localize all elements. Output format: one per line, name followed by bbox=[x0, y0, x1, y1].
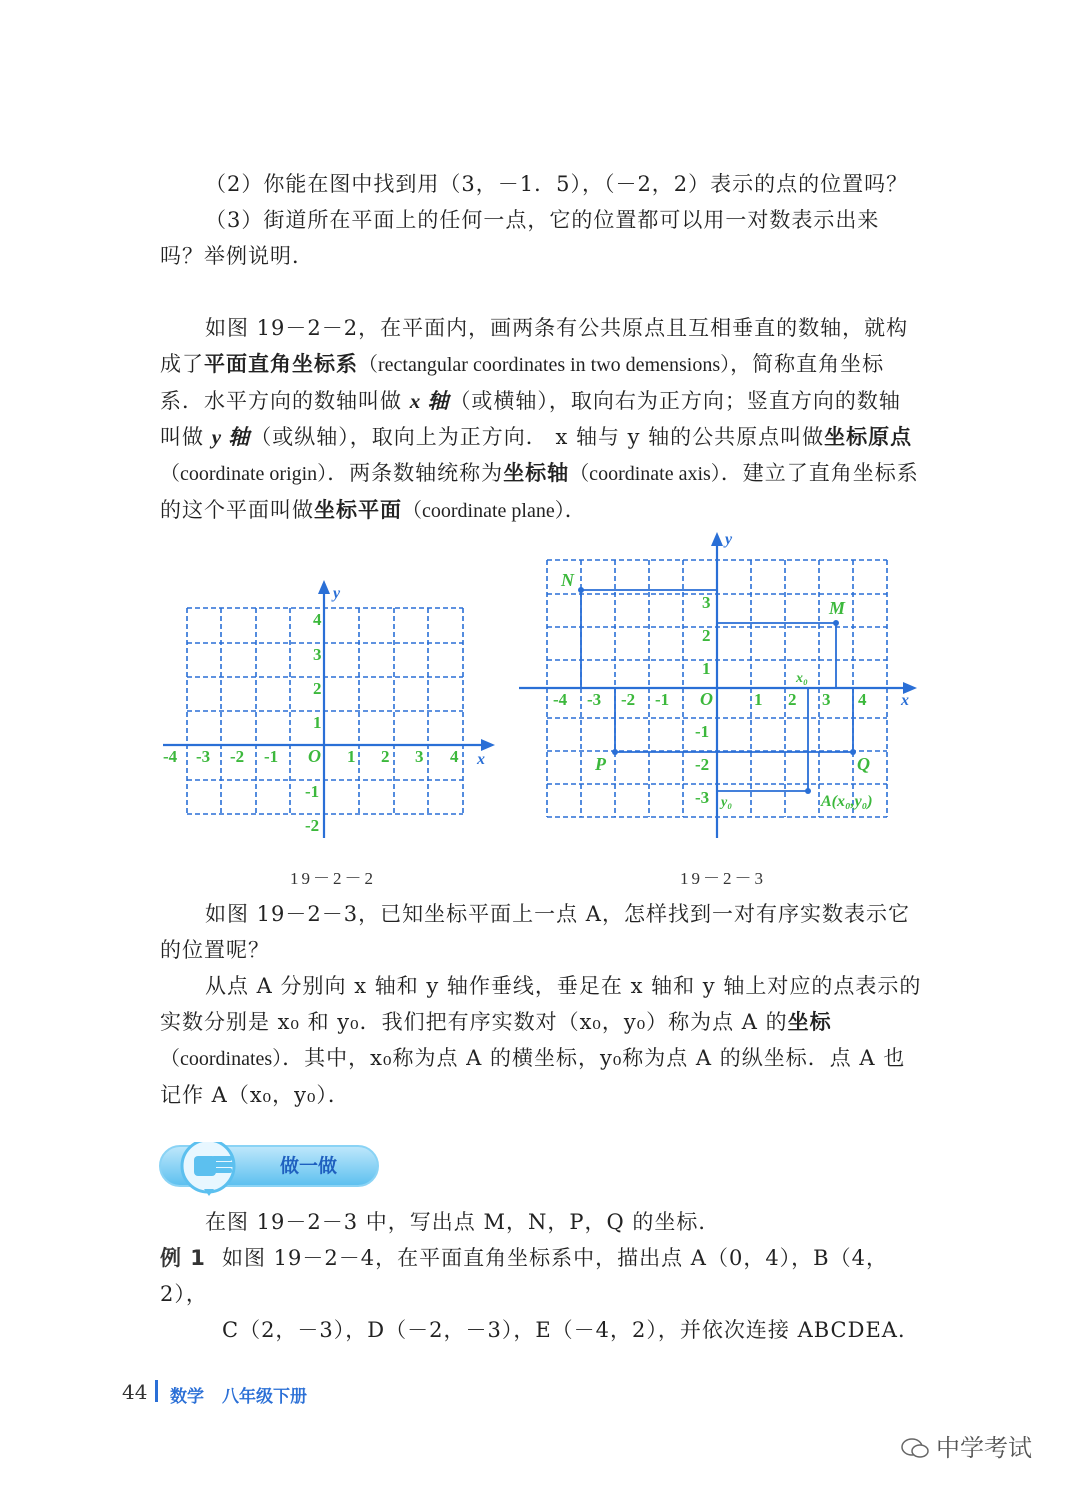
question-3: （3）街道所在平面上的任何一点，它的位置都可以用一对数表示出来吗？举例说明． bbox=[160, 208, 880, 268]
projection-M bbox=[717, 623, 836, 688]
term-axis: 坐标轴 bbox=[503, 461, 570, 485]
example-label: 例 1 bbox=[160, 1246, 206, 1270]
page-number: 44 bbox=[122, 1380, 148, 1404]
watermark: 中学考试 bbox=[900, 1428, 1032, 1463]
question-2: （2）你能在图中找到用（3，－1．5），（－2，2）表示的点的位置吗？ bbox=[205, 172, 909, 196]
y-axis-arrow-icon bbox=[711, 532, 723, 546]
x-tick-label: -3 bbox=[587, 690, 602, 709]
y-tick-label: -2 bbox=[305, 816, 320, 835]
y-tick-label: 3 bbox=[702, 593, 711, 612]
figure-caption: 19－2－2 bbox=[290, 869, 376, 888]
point-label-N: N bbox=[561, 570, 574, 590]
activity-banner bbox=[158, 1142, 380, 1198]
x-tick-label: 3 bbox=[415, 747, 424, 766]
definition-paragraph: 如图 19－2－2，在平面内，画两条有公共原点且互相垂直的数轴，就构成了平面直角坐标系（rectangular coordinates in two demensions），简称直角坐标系．水平方向的数轴叫做 x 轴（或横轴），取向右为正方向；竖直方向的数轴叫做 y 轴（或纵轴），取向上为正方向． x 轴与 y 轴的公共原点叫做坐标原点（coordinate origin）．两条数轴统称为坐标轴（coordinate axis）．建立了直角坐标系的这个平面叫做坐标平面（coordinate plane）． bbox=[160, 316, 919, 522]
x-axis-label: x bbox=[477, 751, 485, 768]
point-label-A: A(x₀,y₀) bbox=[821, 793, 873, 810]
point-P bbox=[612, 749, 618, 755]
term-x-axis: x 轴 bbox=[409, 389, 450, 413]
x-tick-label: 3 bbox=[822, 690, 831, 709]
term-coordinates: 坐标 bbox=[787, 1010, 832, 1034]
x-tick-label: -2 bbox=[621, 690, 636, 709]
y-tick-label: 1 bbox=[313, 713, 322, 732]
example-line2: C（2，－3），D（－2，－3），E（－4，2），并依次连接 ABCDEA． bbox=[222, 1318, 920, 1342]
y-tick-label: -1 bbox=[305, 782, 320, 801]
footer-divider bbox=[155, 1380, 158, 1402]
y-tick-label: 2 bbox=[313, 679, 322, 698]
y-tick-label: 4 bbox=[313, 610, 322, 629]
y-axis-label: y bbox=[333, 585, 341, 602]
y-tick-label: -3 bbox=[695, 788, 710, 807]
term-y-axis: y 轴 bbox=[211, 425, 251, 449]
point-M bbox=[833, 620, 839, 626]
figure-caption: 19－2－3 bbox=[680, 869, 766, 888]
x-tick-label: 4 bbox=[858, 690, 867, 709]
point-Q bbox=[850, 749, 856, 755]
point-label-Q: Q bbox=[857, 754, 870, 774]
x-axis-arrow-icon bbox=[481, 739, 495, 751]
banner-title: 做一做 bbox=[280, 1155, 338, 1177]
origin-label: O bbox=[308, 746, 321, 766]
x-tick-label: -3 bbox=[196, 747, 211, 766]
hand-icon bbox=[194, 1156, 234, 1176]
point-label-P: P bbox=[595, 754, 606, 774]
origin-label: O bbox=[700, 689, 713, 709]
y-tick-label: -1 bbox=[695, 722, 710, 741]
x-tick-label: 4 bbox=[450, 747, 459, 766]
example-1 bbox=[160, 1240, 930, 1348]
task-text: 在图 19－2－3 中，写出点 M，N，P，Q 的坐标． bbox=[205, 1210, 721, 1234]
x-tick-label: -1 bbox=[655, 690, 670, 709]
x-axis-label: x bbox=[901, 692, 909, 709]
term-rectangular-coordinates: 平面直角坐标系 bbox=[204, 352, 358, 376]
example-line1: 如图 19－2－4，在平面直角坐标系中，描出点 A（0，4），B（4，2）， bbox=[160, 1246, 888, 1306]
x-tick-label: -2 bbox=[230, 747, 245, 766]
figure-19-2-2 bbox=[155, 578, 505, 843]
y-tick-label: 1 bbox=[702, 659, 711, 678]
x-tick-label: 2 bbox=[788, 690, 797, 709]
term-plane: 坐标平面 bbox=[314, 498, 402, 522]
footer-subject: 数学 bbox=[170, 1387, 204, 1407]
paragraph-coordinates: 从点 A 分别向 x 轴和 y 轴作垂线，垂足在 x 轴和 y 轴上对应的点表示的实数分别是 x₀ 和 y₀．我们把有序实数对（x₀，y₀）称为点 A 的坐标（coordinates）．其中，x₀称为点 A 的横坐标，y₀称为点 A 的纵坐标．点 A 也记作 A（x₀，y₀）． bbox=[160, 974, 922, 1107]
figure-19-2-3 bbox=[515, 528, 925, 843]
y-tick-label: 3 bbox=[313, 645, 322, 664]
y-axis-arrow-icon bbox=[318, 580, 330, 594]
term-origin: 坐标原点 bbox=[824, 425, 913, 449]
point-label-M: M bbox=[829, 598, 846, 618]
x-tick-label: 1 bbox=[754, 690, 763, 709]
x-tick-label: -4 bbox=[553, 690, 568, 709]
y-axis-label: y bbox=[725, 531, 733, 548]
y-tick-label: 2 bbox=[702, 626, 711, 645]
point-N bbox=[578, 587, 584, 593]
wechat-icon bbox=[900, 1436, 930, 1460]
y0-label: y₀ bbox=[721, 795, 733, 810]
x-tick-label: 2 bbox=[381, 747, 390, 766]
x0-label: x₀ bbox=[796, 671, 808, 686]
point-A bbox=[805, 788, 811, 794]
x-tick-label: -4 bbox=[163, 747, 178, 766]
footer-grade: 八年级下册 bbox=[222, 1387, 307, 1407]
paragraph-find-position: 如图 19－2－3，已知坐标平面上一点 A，怎样找到一对有序实数表示它的位置呢？ bbox=[160, 902, 910, 962]
x-tick-label: 1 bbox=[347, 747, 356, 766]
y-tick-label: -2 bbox=[695, 755, 710, 774]
x-tick-label: -1 bbox=[264, 747, 279, 766]
